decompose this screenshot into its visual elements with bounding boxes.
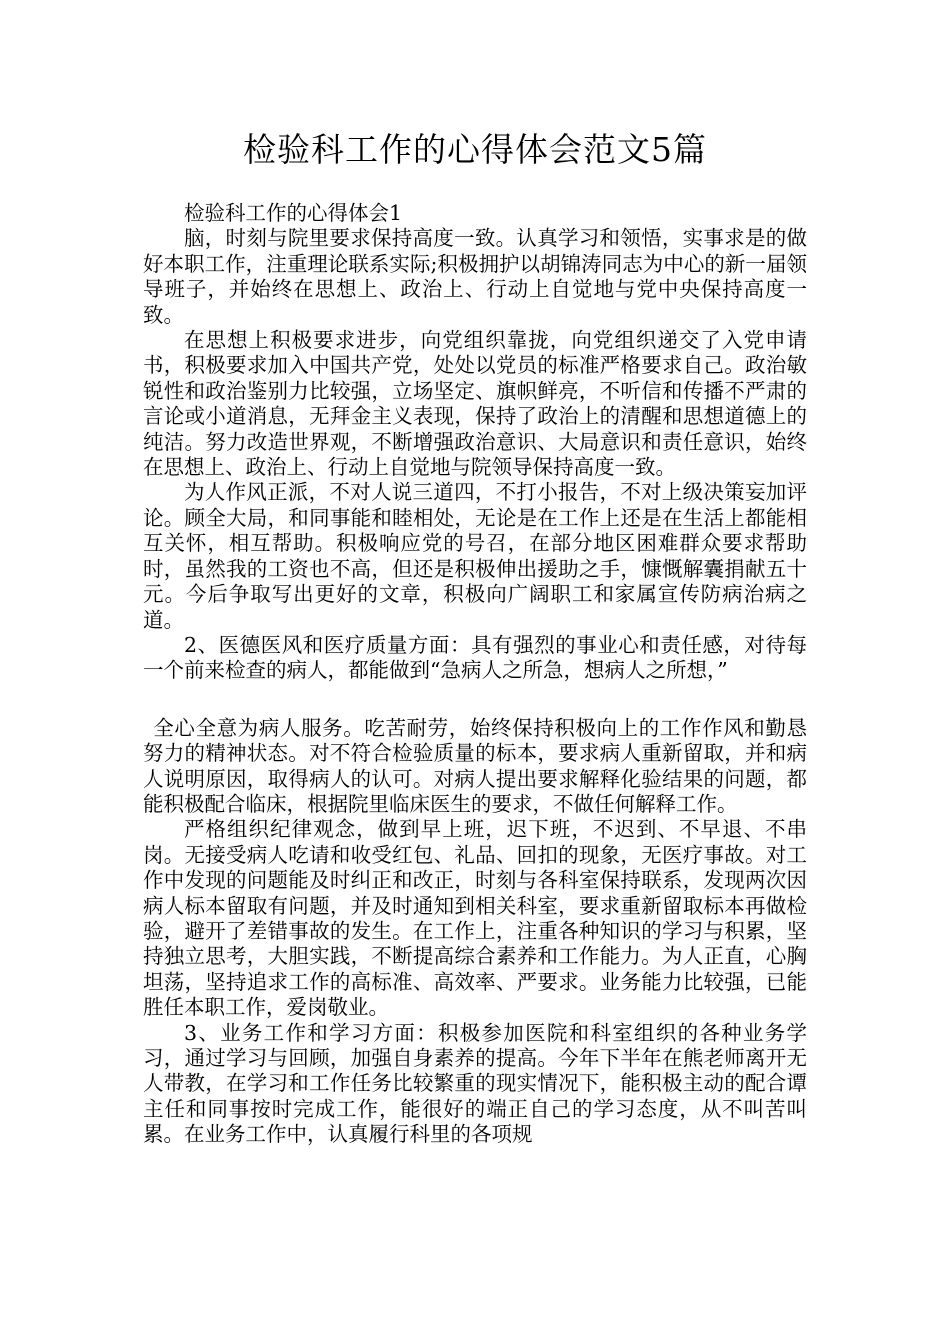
paragraph: 在思想上积极要求进步，向党组织靠拢，向党组织递交了入党申请书，积极要求加入中国共产党，处处以党员的标准严格要求自己。政治敏锐性和政治鉴别力比较强，立场坚定、旗帜鲜亮，不听信和传播不严肃的言论或小道消息，无拜金主义表现，保持了政治上的清醒和思想道德上的纯洁。努力改造世界观，不断增强政治意识、大局意识和责任意识，始终在思想上、政治上、行动上自觉地与院领导保持高度一致。	[143, 328, 807, 480]
paragraph: 脑，时刻与院里要求保持高度一致。认真学习和领悟，实事求是的做好本职工作，注重理论联系实际;积极拥护以胡锦涛同志为中心的新一届领导班子，并始终在思想上、政治上、行动上自觉地与党中央保持高度一致。	[143, 226, 807, 327]
paragraph: 严格组织纪律观念，做到早上班，迟下班，不迟到、不早退、不串岗。无接受病人吃请和收受红包、礼品、回扣的现象，无医疗事故。对工作中发现的问题能及时纠正和改正，时刻与各科室保持联系，发现两次因病人标本留取有问题，并及时通知到相关科室，要求重新留取标本再做检验，避开了差错事故的发生。在工作上，注重各种知识的学习与积累，坚持独立思考，大胆实践，不断提高综合素养和工作能力。为人正直，心胸坦荡，坚持追求工作的高标准、高效率、严要求。业务能力比较强，已能胜任本职工作，爱岗敬业。	[143, 817, 807, 1020]
paragraph: 3、业务工作和学习方面：积极参加医院和科室组织的各种业务学习，通过学习与回顾，加强自身素养的提高。今年下半年在熊老师离开无人带教，在学习和工作任务比较繁重的现实情况下，能积极主动的配合谭主任和同事按时完成工作，能很好的端正自己的学习态度，从不叫苦叫累。在业务工作中，认真履行科里的各项规	[143, 1020, 807, 1147]
paragraph: 为人作风正派，不对人说三道四，不打小报告，不对上级决策妄加评论。顾全大局，和同事能和睦相处，无论是在工作上还是在生活上都能相互关怀，相互帮助。积极响应党的号召，在部分地区困难群众要求帮助时，虽然我的工资也不高，但还是积极伸出援助之手，慷慨解囊捐献五十元。今后争取写出更好的文章，积极向广阔职工和家属宣传防病治病之道。	[143, 480, 807, 632]
document-body	[143, 201, 807, 1148]
paragraph: 2、医德医风和医疗质量方面：具有强烈的事业心和责任感，对待每一个前来检查的病人，都能做到“急病人之所急，想病人之所想，”	[143, 632, 807, 683]
paragraph-gap	[143, 684, 807, 716]
section-heading: 检验科工作的心得体会1	[184, 201, 403, 225]
document-title: 检验科工作的心得体会范文5篇	[243, 130, 707, 169]
paragraph: 全心全意为病人服务。吃苦耐劳，始终保持积极向上的工作作风和勤恳努力的精神状态。对不符合检验质量的标本，要求病人重新留取，并和病人说明原因，取得病人的认可。对病人提出要求解释化验结果的问题，都能积极配合临床，根据院里临床医生的要求，不做任何解释工作。	[143, 715, 807, 816]
